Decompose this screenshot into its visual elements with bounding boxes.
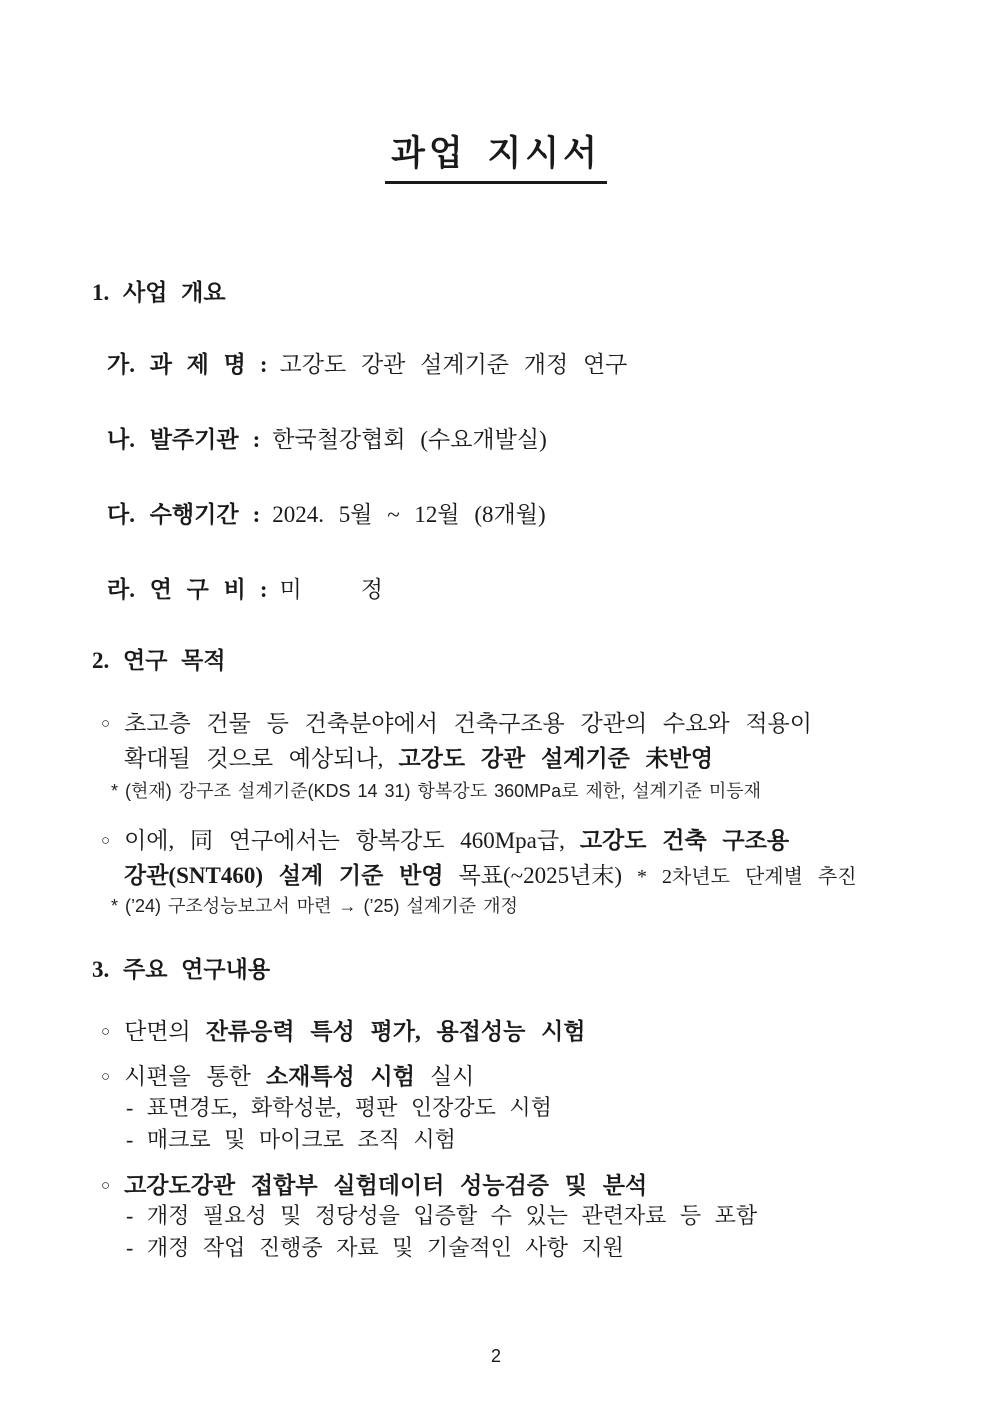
revision-evidence-item: - 개정 필요성 및 정당성을 입증할 수 있는 관련자료 등 포함 (126, 1203, 758, 1228)
project-period-value: 2024. 5월 ~ 12월 (8개월) (272, 502, 546, 527)
research-budget-value: 미 정 (279, 577, 383, 602)
project-period-row (107, 496, 546, 529)
colon-separator: : (252, 502, 261, 527)
reflection-goal-text: 이에, 同 연구에서는 항복강도 460Mpa급, (124, 828, 565, 853)
reflection-goal-bullet-line-2 (124, 857, 857, 890)
demand-growth-text-continued: 확대될 것으로 예상되나, (124, 746, 384, 771)
footnote-current-standard: * (현재) 강구조 설계기준(KDS 14 31) 항복강도 360MPa로 제한, 설계기준 미등재 (111, 781, 762, 801)
title-block (0, 126, 992, 184)
residual-stress-emphasis: 잔류응력 특성 평가, 용접성능 시험 (205, 1019, 586, 1044)
circle-bullet-icon: ○ (101, 1024, 111, 1040)
material-test-bullet (101, 1058, 474, 1091)
page-number: 2 (490, 1346, 501, 1366)
demand-growth-text: 초고층 건물 등 건축분야에서 건축구조용 강관의 수요와 적용이 (124, 711, 812, 736)
specimen-text: 시편을 통한 (124, 1064, 251, 1089)
project-period-label: 다. 수행기간 (107, 502, 239, 527)
colon-separator: : (259, 352, 268, 377)
ordering-agency-label: 나. 발주기관 (107, 427, 239, 452)
ordering-agency-value: 한국철강협회 (수요개발실) (272, 427, 547, 452)
joint-data-emphasis: 고강도강관 접합부 실험데이터 성능검증 및 분석 (124, 1173, 648, 1198)
project-name-row (107, 346, 627, 379)
target-2025-text: 목표(~2025년末) (458, 863, 622, 888)
demand-growth-bullet-line-2 (124, 740, 713, 773)
circle-bullet-icon: ○ (101, 833, 111, 849)
ordering-agency-row (107, 421, 547, 454)
project-name-label: 가. 과 제 명 (107, 352, 246, 377)
circle-bullet-icon: ○ (101, 1178, 111, 1194)
circle-bullet-icon: ○ (101, 716, 111, 732)
two-year-phase-note: * 2차년도 단계별 추진 (636, 866, 857, 888)
joint-data-bullet (101, 1167, 647, 1200)
residual-stress-bullet (101, 1013, 586, 1046)
section-3-heading: 3. 주요 연구내용 (92, 957, 271, 982)
demand-growth-bullet-line-1 (101, 705, 812, 738)
section-1-heading: 1. 사업 개요 (92, 280, 226, 305)
material-property-emphasis: 소재특성 시험 (265, 1064, 415, 1089)
circle-bullet-icon: ○ (101, 1069, 111, 1085)
research-budget-row (107, 571, 383, 604)
page-title: 과업 지시서 (385, 126, 607, 184)
design-standard-unreflected-emphasis: 고강도 강관 설계기준 未반영 (398, 746, 714, 771)
macro-micro-item: - 매크로 및 마이크로 조직 시험 (126, 1127, 456, 1152)
colon-separator: : (252, 427, 261, 452)
cross-section-text: 단면의 (124, 1019, 191, 1044)
footnote-roadmap: * (’24) 구조성능보고서 마련 → (’25) 설계기준 개정 (111, 896, 518, 916)
colon-separator: : (259, 577, 268, 602)
project-name-value: 고강도 강관 설계기준 개정 연구 (279, 352, 628, 377)
section-2-heading: 2. 연구 목적 (92, 648, 226, 673)
snt460-design-standard-emphasis: 강관(SNT460) 설계 기준 반영 (124, 863, 444, 888)
research-budget-label: 라. 연 구 비 (107, 577, 246, 602)
surface-hardness-item: - 표면경도, 화학성분, 평판 인장강도 시험 (126, 1095, 552, 1120)
reflection-goal-bullet-line-1 (101, 822, 789, 855)
conduct-text: 실시 (429, 1064, 475, 1089)
revision-support-item: - 개정 작업 진행중 자료 및 기술적인 사항 지원 (126, 1235, 624, 1260)
high-strength-structural-emphasis: 고강도 건축 구조용 (579, 828, 790, 853)
